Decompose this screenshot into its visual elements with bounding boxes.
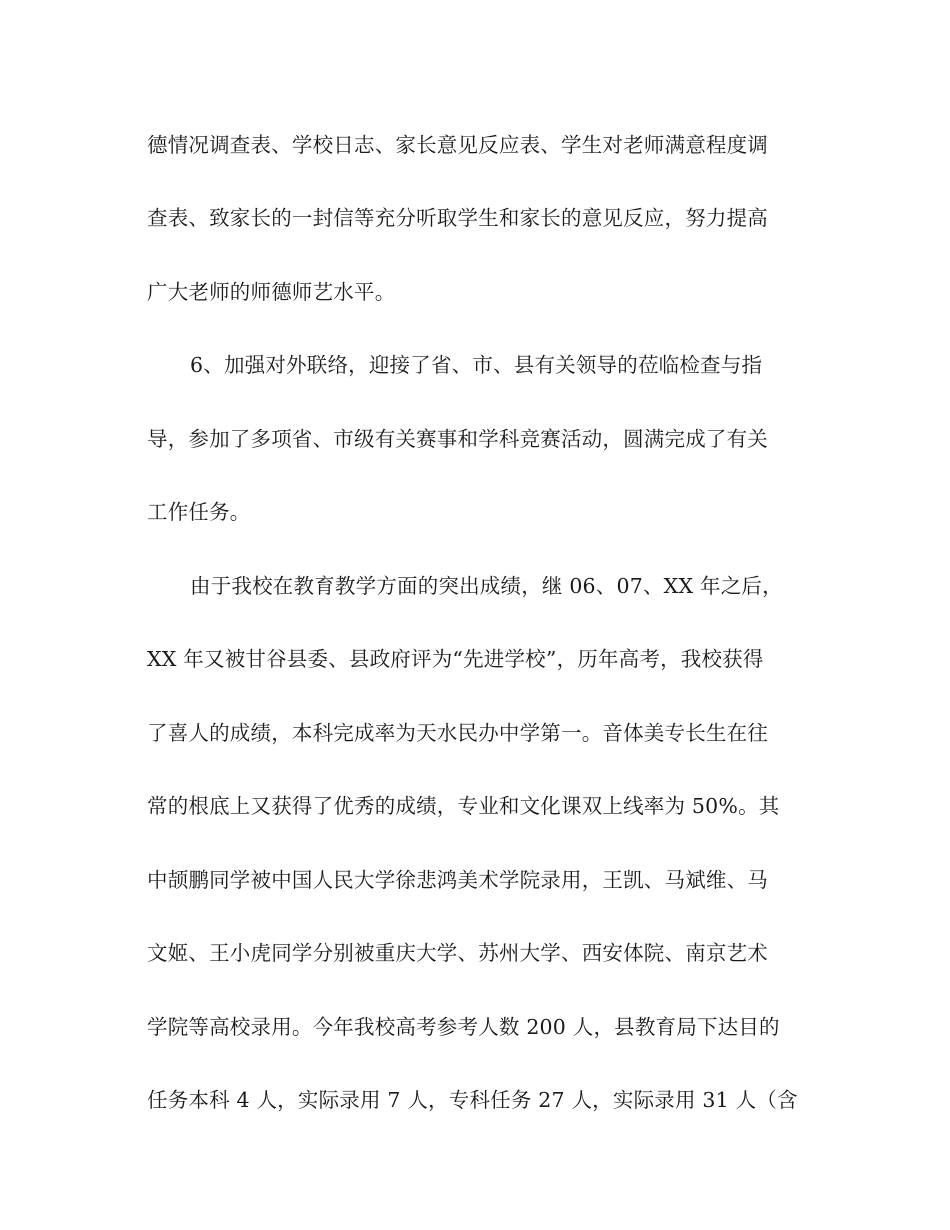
text-line-8: XX 年又被甘谷县委、县政府评为“先进学校”，历年高考，我校获得: [147, 647, 764, 671]
text-line-5: 导，参加了多项省、市级有关赛事和学科竞赛活动，圆满完成了有关: [147, 427, 768, 451]
text-line-12: 文姬、王小虎同学分别被重庆大学、苏州大学、西安体院、南京艺术: [147, 941, 768, 965]
text-line-3: 广大老师的师德师艺水平。: [147, 280, 396, 304]
text-line-13: 学院等高校录用。今年我校高考参考人数 200 人，县教育局下达目的: [147, 1015, 780, 1039]
text-line-11: 中颉鹏同学被中国人民大学徐悲鸿美术学院录用，王凯、马斌维、马: [147, 868, 768, 892]
text-line-9: 了喜人的成绩，本科完成率为天水民办中学第一。音体美专长生在往: [147, 721, 768, 745]
paragraph-6-first-line: 6、加强对外联络，迎接了省、市、县有关领导的莅临检查与指: [190, 353, 763, 377]
text-line-10: 常的根底上又获得了优秀的成绩，专业和文化课双上线率为 50%。其: [147, 794, 780, 818]
text-line-14: 任务本科 4 人，实际录用 7 人，专科任务 27 人，实际录用 31 人（含: [147, 1088, 798, 1112]
text-line-2: 查表、致家长的一封信等充分听取学生和家长的意见反应，努力提高: [147, 206, 768, 230]
text-line-6: 工作任务。: [147, 500, 251, 524]
text-line-1: 德情况调查表、学校日志、家长意见反应表、学生对老师满意程度调: [147, 133, 768, 157]
paragraph-achievements-first-line: 由于我校在教育教学方面的突出成绩，继 06、07、XX 年之后，: [190, 574, 783, 598]
